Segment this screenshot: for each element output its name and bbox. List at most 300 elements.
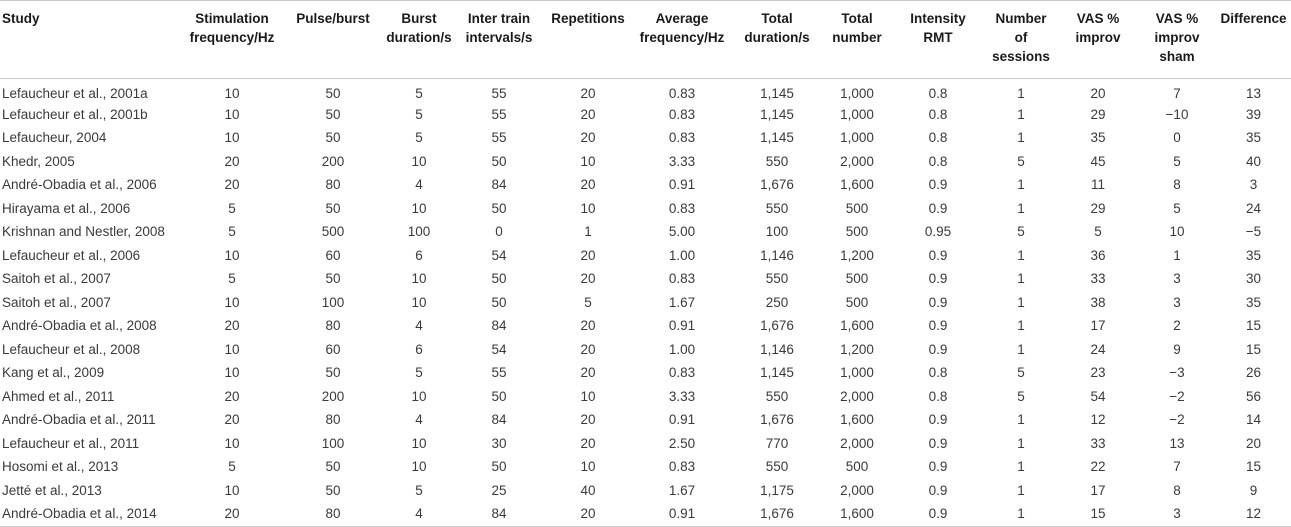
table-cell: 20 (1245, 435, 1262, 451)
table-cell: 1,146 (760, 341, 794, 357)
table-cell: 1 (984, 503, 1058, 527)
table-cell: 100 (321, 294, 345, 310)
table-cell: 0.91 (668, 318, 696, 334)
table-cell: 15 (1245, 459, 1262, 475)
table-cell: 0.91 (668, 412, 696, 428)
table-cell: 200 (321, 153, 345, 169)
table-cell: 12 (1090, 412, 1106, 428)
table-cell: 1,676 (760, 177, 794, 193)
table-cell: 1 (1017, 482, 1025, 498)
table-cell: 1 (1017, 412, 1025, 428)
table-cell: 2 (1173, 318, 1181, 334)
table-cell: 1,145 (760, 130, 794, 146)
table-cell: 5 (228, 271, 236, 287)
table-cell: 1 (1017, 86, 1025, 101)
table-cell: 10 (224, 247, 240, 263)
study-name-cell: Lefaucheur, 2004 (2, 130, 107, 146)
table-cell: −3 (1169, 365, 1185, 381)
table-cell: 0.9 (928, 318, 948, 334)
table-cell: 7 (1173, 459, 1181, 475)
table-row (0, 338, 1291, 362)
table-cell: 5 (415, 106, 423, 122)
column-header: Repetitions (544, 1, 632, 79)
table-cell: 35 (1245, 294, 1262, 310)
table-cell: 3 (1249, 177, 1258, 193)
table-cell: 1,676 (760, 412, 794, 428)
table-cell: 550 (765, 153, 789, 169)
table-cell: 2,000 (840, 388, 874, 404)
table-cell: 20 (224, 412, 240, 428)
table-cell: 4 (415, 318, 423, 334)
column-header: Stimulation frequency/Hz (182, 1, 282, 79)
table-cell: 35 (1090, 130, 1106, 146)
table-cell: 50 (325, 200, 341, 216)
table-cell: 20 (580, 365, 596, 381)
table-cell: 20 (580, 412, 596, 428)
table-cell: 20 (580, 86, 596, 101)
study-name-cell: Krishnan and Nestler, 2008 (2, 224, 165, 240)
table-cell: 5 (228, 200, 236, 216)
table-cell: 2,000 (840, 482, 874, 498)
table-cell: 56 (1245, 388, 1262, 404)
table-cell: 10 (224, 86, 240, 101)
table-cell: 50 (491, 388, 507, 404)
table-cell: 5.00 (668, 224, 696, 240)
table-cell: 1,676 (760, 318, 794, 334)
table-row (0, 409, 1291, 433)
table-cell: 1,175 (760, 482, 794, 498)
table-cell: 84 (491, 177, 507, 193)
table-row (0, 315, 1291, 339)
table-cell: 10 (411, 459, 427, 475)
table-cell: 50 (491, 459, 507, 475)
column-header: VAS % improv sham (1138, 1, 1216, 79)
table-cell: 1,000 (840, 86, 874, 101)
table-cell: 10 (1169, 224, 1185, 240)
table-cell: 550 (765, 459, 789, 475)
table-cell: 0.8 (928, 153, 948, 169)
table-cell: 3 (1138, 503, 1216, 527)
table-cell: 50 (325, 130, 341, 146)
table-cell: 30 (1245, 271, 1262, 287)
study-name-cell: André-Obadia et al., 2011 (2, 412, 156, 428)
column-header: Total number (822, 1, 892, 79)
table-cell: 500 (845, 271, 869, 287)
table-cell: 10 (224, 106, 240, 122)
table-cell: 10 (580, 459, 596, 475)
table-cell: 60 (325, 247, 341, 263)
table-cell: 0.9 (928, 294, 948, 310)
study-name-cell: Ahmed et al., 2011 (2, 388, 115, 404)
table-cell: 1,145 (760, 106, 794, 122)
study-name-cell: Saitoh et al., 2007 (2, 271, 111, 287)
table-cell: 26 (1245, 365, 1262, 381)
table-cell: 14 (1245, 412, 1262, 428)
table-cell: 0.9 (928, 412, 948, 428)
table-cell: 35 (1245, 247, 1262, 263)
study-name-cell: Lefaucheur et al., 2001b (2, 106, 148, 122)
table-cell: 20 (580, 435, 596, 451)
table-cell: 84 (491, 318, 507, 334)
table-cell: 50 (491, 294, 507, 310)
table-cell: −10 (1165, 106, 1189, 122)
table-cell: 50 (325, 271, 341, 287)
table-cell: 20 (580, 341, 596, 357)
table-cell: 10 (224, 130, 240, 146)
table-cell: 84 (491, 412, 507, 428)
table-cell: 3.33 (668, 388, 696, 404)
table-cell: 0.83 (668, 200, 696, 216)
table-cell: 20 (182, 503, 282, 527)
table-cell: 80 (325, 177, 341, 193)
table-cell: 500 (845, 200, 869, 216)
table-cell: 12 (1216, 503, 1291, 527)
column-header: Inter train intervals/s (454, 1, 544, 79)
table-cell: 23 (1090, 365, 1106, 381)
table-cell: 10 (411, 153, 427, 169)
table-cell: 0 (495, 224, 503, 240)
table-cell: 1 (1017, 341, 1025, 357)
column-header: Study (0, 1, 182, 79)
table-cell: 770 (765, 435, 789, 451)
study-name-cell: André-Obadia et al., 2014 (0, 503, 182, 527)
table-cell: 0.9 (928, 200, 948, 216)
table-cell: 17 (1090, 482, 1106, 498)
table-row (0, 479, 1291, 503)
table-row (0, 385, 1291, 409)
table-cell: 5 (1017, 153, 1025, 169)
study-name-cell: Saitoh et al., 2007 (2, 294, 111, 310)
table-cell: 100 (321, 435, 345, 451)
column-header: Pulse/burst (282, 1, 384, 79)
table-cell: 5 (1094, 224, 1102, 240)
table-cell: 1,600 (840, 318, 874, 334)
table-cell: 22 (1090, 459, 1106, 475)
table-cell: 55 (491, 86, 507, 101)
table-cell: 9 (1173, 341, 1181, 357)
study-name-cell: Hirayama et al., 2006 (2, 200, 131, 216)
table-cell: 3 (1173, 294, 1181, 310)
table-cell: 0.83 (668, 271, 696, 287)
table-row (0, 362, 1291, 386)
table-cell: 0.8 (928, 86, 948, 101)
table-cell: 4 (415, 177, 423, 193)
table-cell: 54 (491, 341, 507, 357)
table-cell: 35 (1245, 130, 1262, 146)
table-cell: 55 (491, 365, 507, 381)
table-cell: −2 (1169, 412, 1185, 428)
table-cell: 33 (1090, 271, 1106, 287)
table-cell: 5 (415, 86, 423, 101)
table-cell: 50 (491, 200, 507, 216)
table-cell: 20 (580, 271, 596, 287)
table-cell: 20 (224, 153, 240, 169)
table-cell: 13 (1169, 435, 1185, 451)
table-cell: 1,676 (732, 503, 822, 527)
table-cell: 5 (1017, 224, 1025, 240)
table-cell: 40 (1245, 153, 1262, 169)
study-name-cell: André-Obadia et al., 2006 (2, 177, 157, 193)
study-name-cell: Lefaucheur et al., 2006 (2, 247, 141, 263)
table-row (0, 197, 1291, 221)
table-cell: 250 (765, 294, 789, 310)
table-cell: 6 (415, 247, 423, 263)
study-name-cell: Jetté et al., 2013 (2, 482, 102, 498)
table-cell: 80 (325, 412, 341, 428)
table-cell: 0.83 (668, 365, 696, 381)
table-cell: 55 (491, 130, 507, 146)
column-header: Number of sessions (984, 1, 1058, 79)
table-row (0, 456, 1291, 480)
table-cell: 1 (1017, 318, 1025, 334)
table-cell: 1 (1017, 200, 1025, 216)
table-cell: 45 (1090, 153, 1106, 169)
table-cell: 10 (224, 341, 240, 357)
table-cell: 5 (584, 294, 592, 310)
table-cell: −5 (1245, 224, 1262, 240)
table-cell: 1 (1017, 435, 1025, 451)
table-cell: 1 (1017, 130, 1025, 146)
table-cell: 2,000 (840, 435, 874, 451)
table-cell: 50 (325, 482, 341, 498)
table-cell: 0.83 (668, 459, 696, 475)
table-cell: 1,146 (760, 247, 794, 263)
table-cell: 100 (765, 224, 789, 240)
table-cell: 4 (384, 503, 454, 527)
table-cell: 1,600 (822, 503, 892, 527)
table-cell: 0.9 (928, 177, 948, 193)
column-header: Average frequency/Hz (632, 1, 732, 79)
table-cell: 54 (1090, 388, 1106, 404)
table-cell: 50 (491, 271, 507, 287)
table-cell: 20 (1090, 86, 1106, 101)
table-cell: 5 (415, 482, 423, 498)
table-cell: 0.91 (632, 503, 732, 527)
table-cell: 500 (321, 224, 345, 240)
table-cell: 1,200 (840, 341, 874, 357)
table-cell: 1.00 (668, 247, 696, 263)
table-row (0, 127, 1291, 151)
table-cell: 0.8 (928, 106, 948, 122)
table-cell: 0.9 (928, 482, 948, 498)
table-cell: 15 (1058, 503, 1138, 527)
table-cell: 2.50 (668, 435, 696, 451)
table-cell: 8 (1173, 482, 1181, 498)
table-cell: 5 (415, 365, 423, 381)
table-cell: 0.8 (928, 388, 948, 404)
table-cell: 20 (580, 177, 596, 193)
table-cell: 10 (411, 435, 427, 451)
table-cell: 10 (411, 271, 427, 287)
study-name-cell: Hosomi et al., 2013 (2, 459, 119, 475)
table-cell: 39 (1245, 106, 1262, 122)
table-cell: 200 (321, 388, 345, 404)
table-cell: 38 (1090, 294, 1106, 310)
study-name-cell: Kang et al., 2009 (2, 365, 105, 381)
table-cell: 1 (584, 224, 592, 240)
table-cell: 0.9 (928, 247, 948, 263)
table-cell: 0.83 (668, 130, 696, 146)
table-cell: 17 (1090, 318, 1106, 334)
table-cell: 0.9 (928, 271, 948, 287)
table-cell: 0.83 (668, 86, 696, 101)
table-cell: 5 (1173, 153, 1181, 169)
table-cell: 8 (1173, 177, 1181, 193)
study-name-cell: Lefaucheur et al., 2011 (2, 435, 140, 451)
table-cell: 50 (325, 459, 341, 475)
table-cell: 13 (1245, 86, 1262, 101)
table-cell: 10 (411, 294, 427, 310)
study-name-cell: André-Obadia et al., 2008 (2, 318, 157, 334)
table-cell: 2,000 (840, 153, 874, 169)
table-cell: 54 (491, 247, 507, 263)
table-cell: 5 (415, 130, 423, 146)
table-cell: 3 (1173, 271, 1181, 287)
study-name-cell: Lefaucheur et al., 2001a (2, 86, 148, 101)
table-cell: 11 (1090, 177, 1105, 193)
table-cell: 30 (491, 435, 507, 451)
table-body (0, 79, 1291, 527)
column-header: Total duration/s (732, 1, 822, 79)
table-cell: 9 (1249, 482, 1258, 498)
table-cell: 10 (224, 294, 240, 310)
table-cell: 25 (491, 482, 507, 498)
table-cell: 1,000 (840, 106, 874, 122)
table-cell: 1,600 (840, 177, 874, 193)
table-cell: 0.8 (928, 365, 948, 381)
table-cell: 6 (415, 341, 423, 357)
table-cell: 20 (580, 106, 596, 122)
table-cell: 36 (1090, 247, 1106, 263)
table-cell: 5 (1017, 365, 1025, 381)
table-cell: 20 (580, 247, 596, 263)
table-cell: 10 (224, 435, 240, 451)
table-cell: 3.33 (668, 153, 696, 169)
table-cell: 0.91 (668, 177, 696, 193)
table-cell: 20 (580, 130, 596, 146)
study-name-cell: Lefaucheur et al., 2008 (2, 341, 141, 357)
table-cell: 80 (325, 318, 341, 334)
table-cell: 50 (325, 365, 341, 381)
table-cell: 1 (1173, 247, 1181, 263)
table-row (0, 174, 1291, 198)
table-cell: 29 (1090, 200, 1106, 216)
table-cell: 7 (1173, 86, 1181, 101)
table-cell: 0.9 (928, 435, 948, 451)
table-cell: 100 (407, 224, 431, 240)
table-cell: 1.00 (668, 341, 696, 357)
table-cell: 500 (845, 459, 869, 475)
table-cell: 1 (1017, 459, 1025, 475)
table-cell: 1 (1017, 177, 1025, 193)
table-cell: 20 (224, 388, 240, 404)
table-cell: −2 (1169, 388, 1185, 404)
table-cell: 40 (580, 482, 596, 498)
table-cell: 10 (411, 388, 427, 404)
table-cell: 4 (415, 412, 423, 428)
table-cell: 80 (282, 503, 384, 527)
column-header: Difference (1216, 1, 1291, 79)
table-row (0, 244, 1291, 268)
table-row (0, 291, 1291, 315)
table-row (0, 103, 1291, 127)
table-cell: 50 (491, 153, 507, 169)
table-cell: 84 (454, 503, 544, 527)
table-cell: 1,145 (760, 86, 794, 101)
table-cell: 5 (228, 224, 236, 240)
table-row (0, 268, 1291, 292)
table-cell: 10 (224, 482, 240, 498)
table-row (0, 503, 1291, 527)
table-cell: 1 (1017, 294, 1025, 310)
column-header: Burst duration/s (384, 1, 454, 79)
table-cell: 0.8 (928, 130, 948, 146)
table-cell: 1,145 (760, 365, 794, 381)
table-cell: 29 (1090, 106, 1106, 122)
table-row (0, 79, 1291, 104)
table-cell: 0.95 (924, 224, 952, 240)
table-cell: 1.67 (668, 482, 696, 498)
table-cell: 5 (1017, 388, 1025, 404)
table-cell: 24 (1245, 200, 1262, 216)
table-cell: 20 (224, 318, 240, 334)
table-cell: 15 (1245, 318, 1262, 334)
table-cell: 15 (1245, 341, 1262, 357)
table-cell: 5 (1173, 200, 1181, 216)
table-cell: 10 (411, 200, 427, 216)
table-cell: 55 (491, 106, 507, 122)
table-header-row (0, 1, 1291, 79)
table-row (0, 221, 1291, 245)
table-cell: 1 (1017, 271, 1025, 287)
column-header: VAS % improv (1058, 1, 1138, 79)
table-cell: 550 (765, 388, 789, 404)
table-cell: 20 (224, 177, 240, 193)
table-cell: 50 (325, 106, 341, 122)
table-cell: 0.83 (668, 106, 696, 122)
table-cell: 10 (224, 365, 240, 381)
table-cell: 0.9 (928, 341, 948, 357)
table-cell: 60 (325, 341, 341, 357)
table-cell: 10 (580, 200, 596, 216)
table-cell: 20 (580, 318, 596, 334)
table-cell: 550 (765, 271, 789, 287)
table-cell: 550 (765, 200, 789, 216)
column-header: Intensity RMT (892, 1, 984, 79)
table-cell: 24 (1090, 341, 1106, 357)
table-cell: 10 (580, 153, 596, 169)
study-name-cell: Khedr, 2005 (2, 153, 75, 169)
table-cell: 1,000 (840, 130, 874, 146)
table-cell: 500 (845, 224, 869, 240)
table-cell: 1,000 (840, 365, 874, 381)
table-cell: 1 (1017, 247, 1025, 263)
table-cell: 1,200 (840, 247, 874, 263)
table-cell: 0.9 (892, 503, 984, 527)
table-cell: 1,600 (840, 412, 874, 428)
table-cell: 20 (544, 503, 632, 527)
table-cell: 0 (1173, 130, 1181, 146)
table-cell: 10 (580, 388, 596, 404)
table-cell: 500 (845, 294, 869, 310)
table-row (0, 150, 1291, 174)
table-cell: 50 (325, 86, 341, 101)
table-cell: 5 (228, 459, 236, 475)
table-row (0, 432, 1291, 456)
table-cell: 1.67 (668, 294, 696, 310)
table-cell: 33 (1090, 435, 1106, 451)
table-cell: 1 (1017, 106, 1025, 122)
